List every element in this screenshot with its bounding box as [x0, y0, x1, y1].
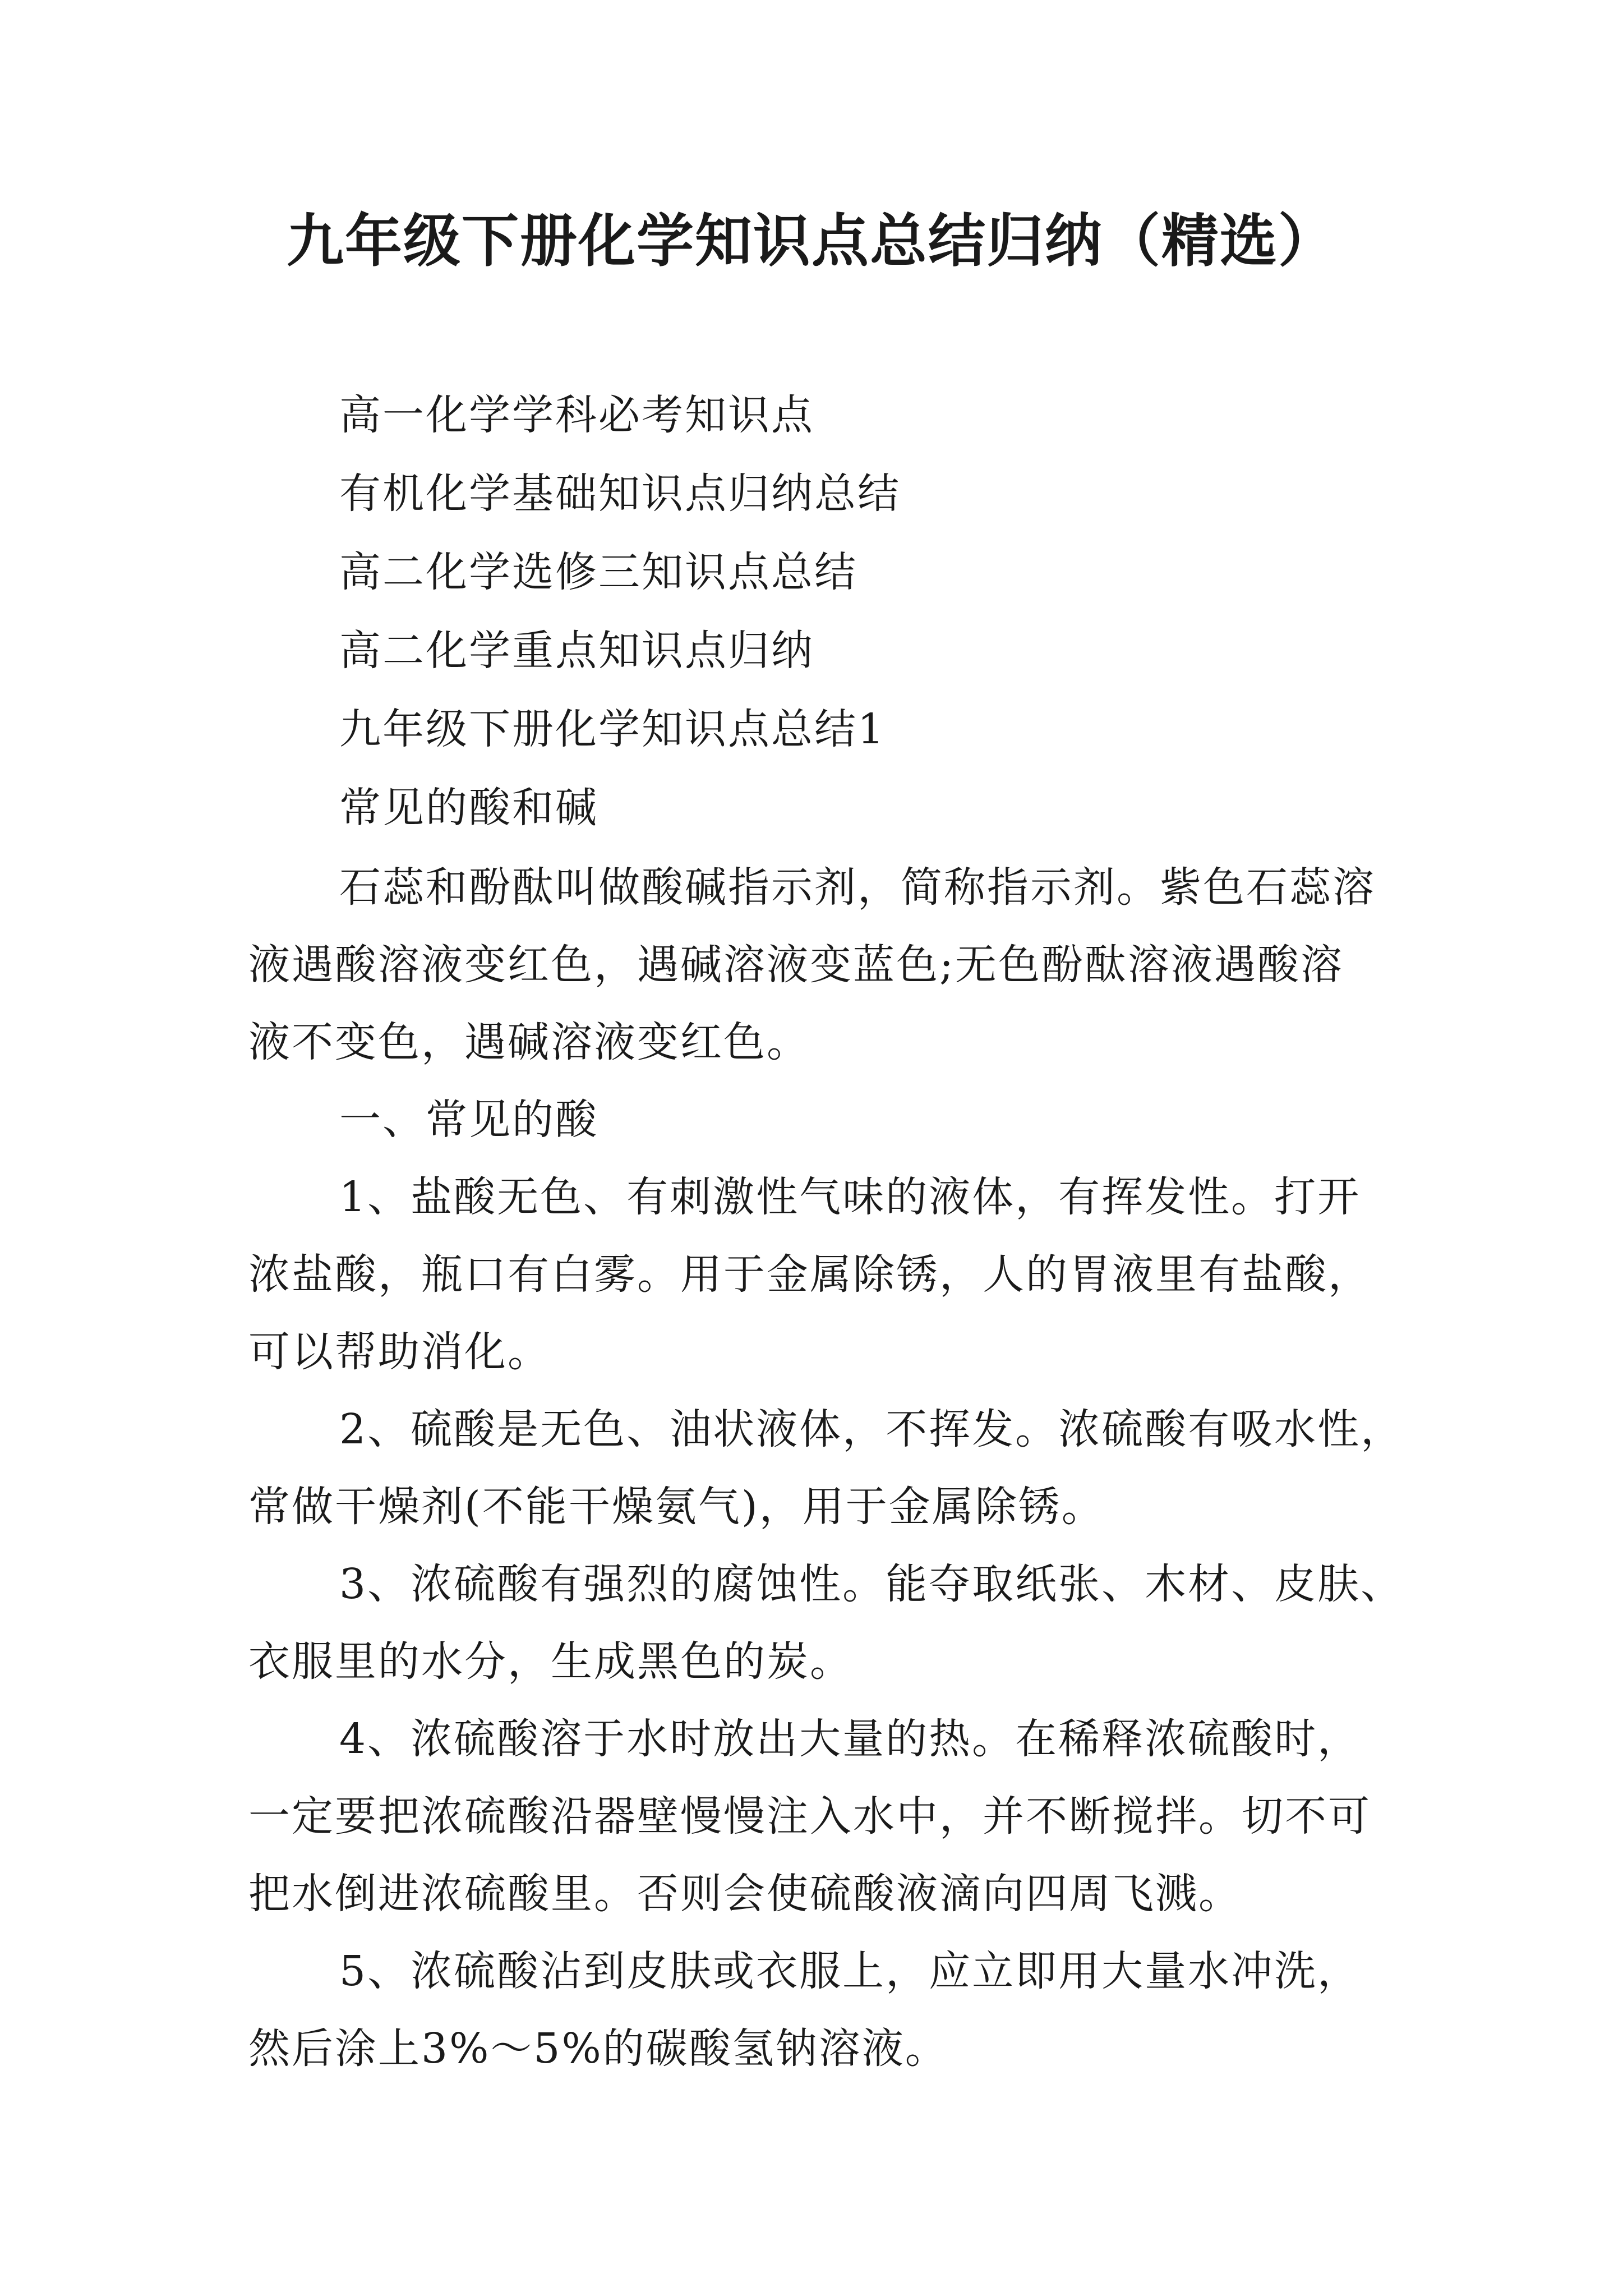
paragraph-indicators: 石蕊和酚酞叫做酸碱指示剂，简称指示剂。紫色石蕊溶 液遇酸溶液变红色，遇碱溶液变蓝色;无色酚酞溶液遇酸溶 液不变色，遇碱溶液变红色。	[248, 863, 1376, 1066]
related-articles-list	[339, 376, 1461, 847]
article-body	[248, 849, 1409, 2087]
paragraph-hydrochloric-acid: 1、盐酸无色、有刺激性气味的液体，有挥发性。打开 浓盐酸，瓶口有白雾。用于金属除锈，人的胃液里有盐酸， 可以帮助消化。	[248, 1173, 1371, 1376]
related-article-link[interactable]: 有机化学基础知识点归纳总结	[339, 470, 901, 518]
related-article-link[interactable]: 高二化学选修三知识点总结	[339, 548, 857, 596]
related-article-link[interactable]: 高二化学重点知识点归纳	[339, 627, 814, 675]
paragraph-dilution: 4、浓硫酸溶于水时放出大量的热。在稀释浓硫酸时， 一定要把浓硫酸沿器壁慢慢注入水中，并不断搅拌。切不可 把水倒进浓硫酸里。否则会使硫酸液滴向四周飞溅。	[248, 1715, 1371, 1918]
section-subtitle: 常见的酸和碱	[339, 784, 598, 832]
related-article-link[interactable]: 高一化学学科必考知识点	[339, 391, 814, 439]
paragraph-corrosive: 3、浓硫酸有强烈的腐蚀性。能夺取纸张、木材、皮肤、 衣服里的水分，生成黑色的炭。	[248, 1560, 1404, 1686]
section-title: 九年级下册化学知识点总结1	[339, 705, 886, 753]
document-title: 九年级下册化学知识点总结归纳（精选）	[287, 208, 1336, 275]
paragraph-first-aid: 5、浓硫酸沾到皮肤或衣服上，应立即用大量水冲洗， 然后涂上3%～5%的碳酸氢钠溶液。	[248, 1947, 1361, 2073]
heading-common-acids: 一、常见的酸	[339, 1096, 598, 1144]
paragraph-sulfuric-acid: 2、硫酸是无色、油状液体，不挥发。浓硫酸有吸水性， 常做干燥剂(不能干燥氨气)，用于金属除锈。	[248, 1405, 1404, 1531]
